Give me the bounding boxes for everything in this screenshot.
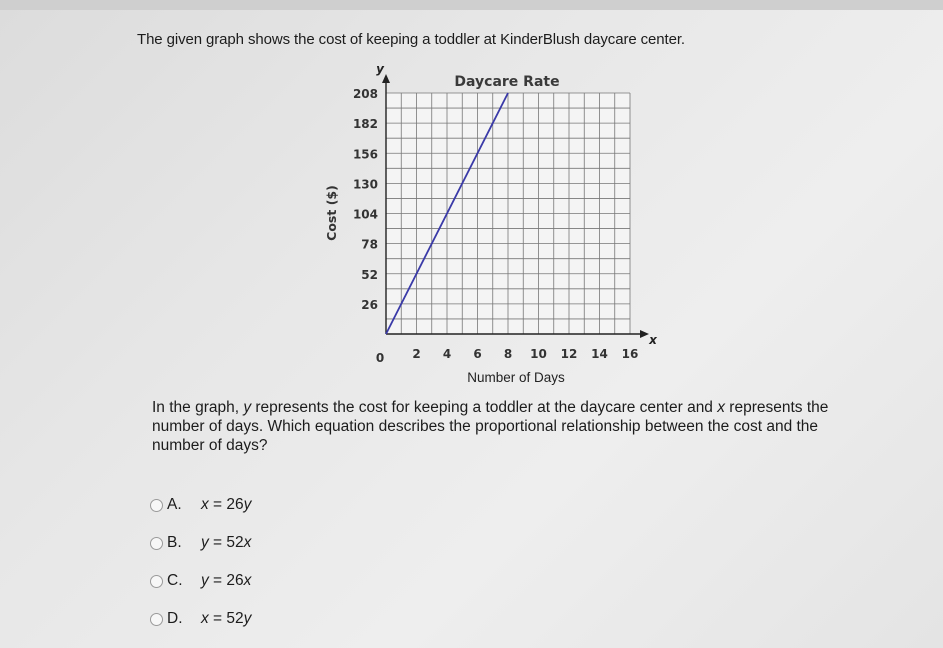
x-axis-title: Number of Days: [467, 370, 565, 385]
choice-c-equation: y = 26x: [201, 572, 252, 589]
choice-d-letter: D.: [167, 610, 183, 627]
x-axis-variable: x: [649, 333, 657, 347]
x-tick-label: 2: [412, 347, 421, 361]
x-tick-label: 4: [442, 347, 452, 361]
choice-a[interactable]: [150, 496, 251, 514]
y-tick-label: 130: [352, 177, 378, 192]
choice-d[interactable]: [150, 610, 251, 628]
x-tick-label: 6: [473, 347, 482, 361]
x-tick-label: 14: [591, 347, 608, 361]
choice-b-letter: B.: [167, 534, 182, 551]
choice-b-equation: y = 52x: [201, 534, 252, 551]
prompt-text: The given graph shows the cost of keeping a toddler at KinderBlush daycare center.: [137, 31, 685, 48]
y-tick-label: 104: [352, 207, 378, 222]
y-tick-label: 182: [352, 117, 378, 132]
x-tick-label: 8: [503, 347, 513, 361]
radio-a[interactable]: [150, 499, 163, 512]
question-text: In the graph, y represents the cost for keeping a toddler at the daycare center and x represents the number of days. Which equation describes the proportional relationship between the cost and the number of days?: [152, 399, 829, 454]
y-tick-label: 208: [352, 87, 378, 101]
x-tick-label: 16: [621, 347, 639, 361]
choice-b[interactable]: [150, 534, 251, 552]
top-bar: [0, 0, 943, 10]
choice-d-equation: x = 52y: [201, 610, 252, 627]
chart-grid: [386, 93, 630, 334]
y-tick-label: 156: [352, 147, 378, 162]
x-tick-label: 10: [530, 347, 547, 361]
y-tick-label: 78: [361, 237, 378, 252]
radio-b[interactable]: [150, 537, 163, 550]
choice-c[interactable]: [150, 572, 251, 590]
y-tick-label: 26: [361, 297, 378, 312]
x-axis-arrow: [640, 330, 649, 338]
choice-a-equation: x = 26y: [201, 496, 252, 513]
choice-a-letter: A.: [167, 496, 182, 513]
origin-label: 0: [375, 351, 385, 365]
radio-d[interactable]: [150, 613, 163, 626]
daycare-rate-chart: [300, 60, 660, 392]
x-tick-label: 12: [560, 347, 578, 361]
radio-c[interactable]: [150, 575, 163, 588]
y-axis-variable: y: [376, 62, 384, 76]
chart-title: Daycare Rate: [454, 74, 560, 90]
y-tick-label: 52: [361, 267, 378, 282]
y-axis-title: Cost ($): [324, 185, 339, 241]
choice-c-letter: C.: [167, 572, 183, 589]
